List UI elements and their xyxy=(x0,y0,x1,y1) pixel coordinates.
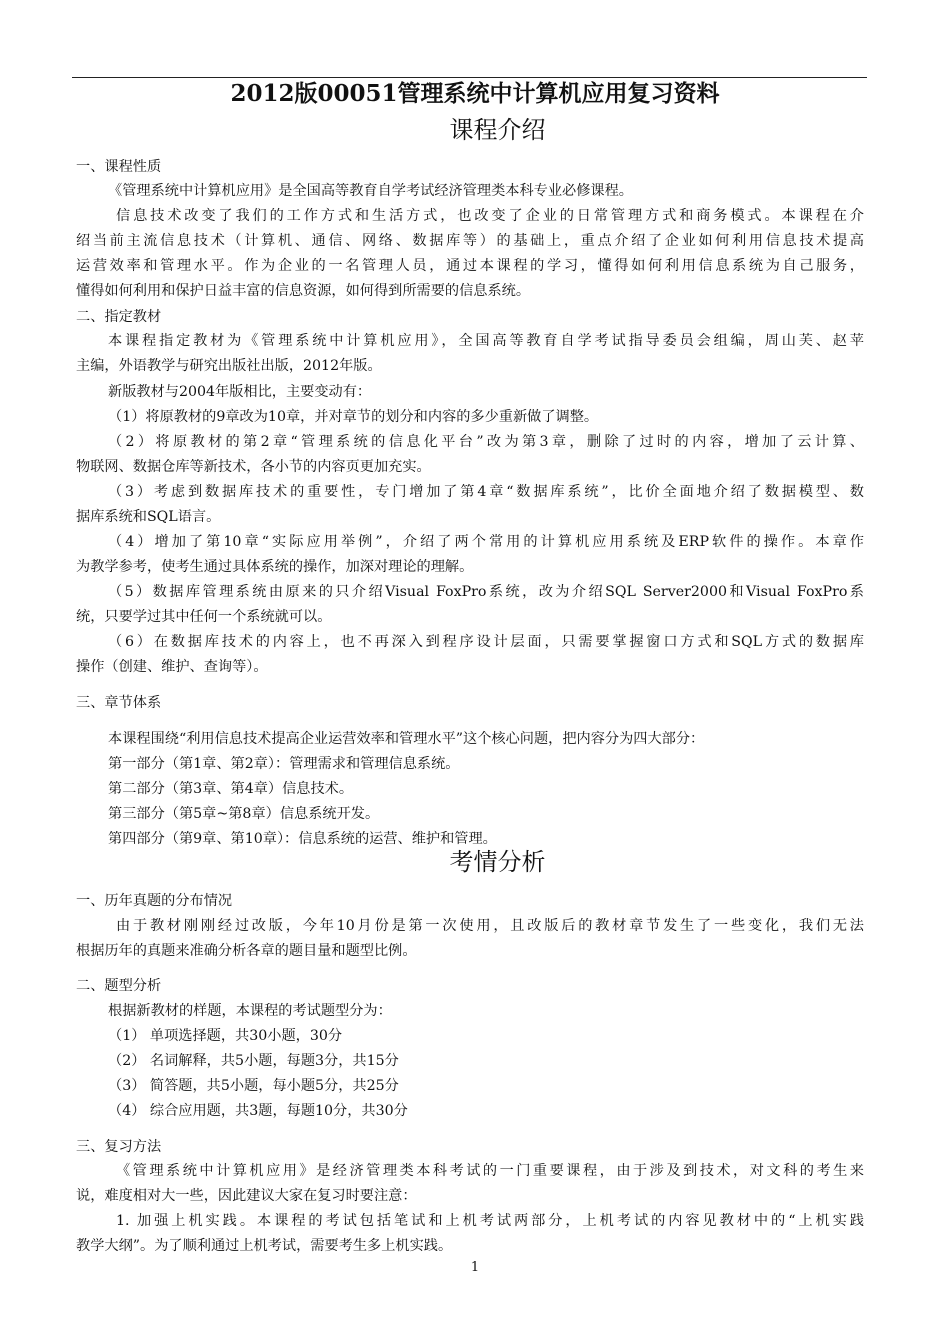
list-item: （3）考虑到数据库技术的重要性，专门增加了第4章“数据库系统”，比价全面地介绍了数据模型、数 xyxy=(108,484,864,500)
list-item: 1. 加强上机实践。本课程的考试包括笔试和上机考试两部分，上机考试的内容见教材中的“上机实践 xyxy=(116,1213,864,1229)
paragraph-line: 懂得如何利用和保护日益丰富的信息资源，如何得到所需要的信息系统。 xyxy=(76,283,531,299)
paragraph-line: 教学大纲”。为了顺利通过上机考试，需要考生多上机实践。 xyxy=(76,1238,453,1254)
list-item: （4）增加了第10章“实际应用举例”，介绍了两个常用的计算机应用系统及ERP软件的操作。本章作 xyxy=(108,534,864,550)
list-item: 第三部分（第5章~第8章）信息系统开发。 xyxy=(108,806,380,822)
section-heading-exam-analysis: 考情分析 xyxy=(449,848,546,876)
document-title: 2012版00051管理系统中计算机应用复习资料 xyxy=(230,80,720,107)
paragraph-line: 为教学参考，使考生通过具体系统的操作，加深对理论的理解。 xyxy=(76,559,474,575)
heading-question-types: 二、题型分析 xyxy=(76,978,162,994)
list-item: （1） 单项选择题，共30小题，30分 xyxy=(108,1028,343,1044)
heading-review-method: 三、复习方法 xyxy=(76,1139,162,1155)
list-item: （3） 简答题，共5小题，每小题5分，共25分 xyxy=(108,1078,399,1094)
paragraph-line: 据库系统和SQL语言。 xyxy=(76,509,221,525)
paragraph-line: 说，难度相对大一些，因此建议大家在复习时要注意： xyxy=(76,1188,417,1204)
list-item: （6）在数据库技术的内容上，也不再深入到程序设计层面，只需要掌握窗口方式和SQL方式的数据库 xyxy=(108,634,864,650)
section-heading-course-intro: 课程介绍 xyxy=(449,116,546,144)
paragraph-line: 本课程围绕“利用信息技术提高企业运营效率和管理水平”这个核心问题，把内容分为四大部分： xyxy=(108,731,705,747)
list-item: （1）将原教材的9章改为10章，并对章节的划分和内容的多少重新做了调整。 xyxy=(108,409,599,425)
paragraph-line: 根据历年的真题来准确分析各章的题目量和题型比例。 xyxy=(76,943,417,959)
list-item: 第二部分（第3章、第4章）信息技术。 xyxy=(108,781,354,797)
list-item: （2） 名词解释，共5小题，每题3分，共15分 xyxy=(108,1053,399,1069)
list-item: 第一部分（第1章、第2章）：管理需求和管理信息系统。 xyxy=(108,756,460,772)
heading-past-exams: 一、历年真题的分布情况 xyxy=(76,893,233,909)
heading-chapter-system: 三、章节体系 xyxy=(76,695,162,711)
paragraph-line: 本课程指定教材为《管理系统中计算机应用》，全国高等教育自学考试指导委员会组编，周山芙、赵苹 xyxy=(108,333,864,349)
paragraph-line: 主编，外语教学与研究出版社出版，2012年版。 xyxy=(76,358,382,374)
list-item: （4） 综合应用题，共3题，每题10分，共30分 xyxy=(108,1103,408,1119)
list-item: （5）数据库管理系统由原来的只介绍Visual FoxPro系统，改为介绍SQL Server2000和Visual FoxPro系 xyxy=(108,584,864,600)
paragraph-line: 新版教材与2004年版相比，主要变动有： xyxy=(108,384,372,400)
paragraph-line: 《管理系统中计算机应用》是经济管理类本科考试的一门重要课程，由于涉及到技术，对文科的考生来 xyxy=(116,1163,864,1179)
paragraph-line: 根据新教材的样题，本课程的考试题型分为： xyxy=(108,1003,392,1019)
paragraph-line: 运营效率和管理水平。作为企业的一名管理人员，通过本课程的学习，懂得如何利用信息系统为自己服务， xyxy=(76,258,864,274)
paragraph-line: 操作（创建、维护、查询等）。 xyxy=(76,659,268,675)
paragraph-line: 由于教材刚刚经过改版，今年10月份是第一次使用，且改版后的教材章节发生了一些变化，我们无法 xyxy=(116,918,864,934)
paragraph-line: 统，只要学过其中任何一个系统就可以。 xyxy=(76,609,332,625)
header-rule xyxy=(72,77,867,78)
paragraph-line: 绍当前主流信息技术（计算机、通信、网络、数据库等）的基础上，重点介绍了企业如何利用信息技术提高 xyxy=(76,233,864,249)
page-number: 1 xyxy=(470,1260,480,1275)
list-item: （2）将原教材的第2章“管理系统的信息化平台”改为第3章，删除了过时的内容，增加了云计算、 xyxy=(108,434,864,450)
heading-textbook: 二、指定教材 xyxy=(76,309,162,325)
paragraph-line: 信息技术改变了我们的工作方式和生活方式，也改变了企业的日常管理方式和商务模式。本课程在介 xyxy=(116,208,864,224)
list-item: 第四部分（第9章、第10章）：信息系统的运营、维护和管理。 xyxy=(108,831,497,847)
heading-course-nature: 一、课程性质 xyxy=(76,159,162,175)
paragraph-line: 物联网、数据仓库等新技术，各小节的内容页更加充实。 xyxy=(76,459,431,475)
paragraph-line: 《管理系统中计算机应用》是全国高等教育自学考试经济管理类本科专业必修课程。 xyxy=(108,183,633,199)
